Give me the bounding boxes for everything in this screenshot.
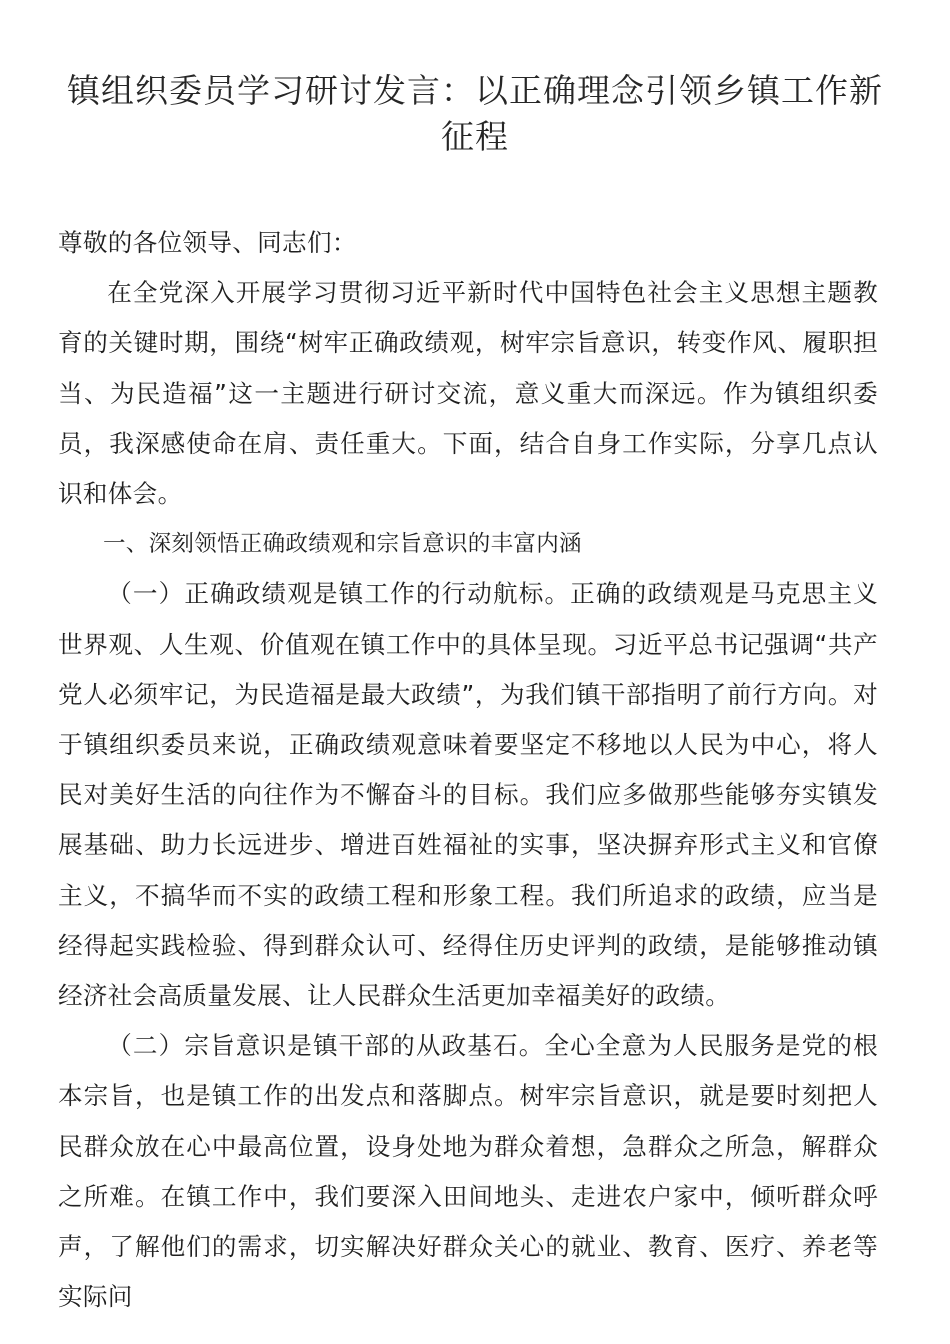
salutation: 尊敬的各位领导、同志们： <box>58 228 357 257</box>
paragraph-2: （二）宗旨意识是镇干部的从政基石。全心全意为人民服务是党的根本宗旨，也是镇工作的出发点和落脚点。树牢宗旨意识，就是要时刻把人民群众放在心中最高位置，设身处地为群众着想，急群众之所急，解群众之所难。在镇工作中，我们要深入田间地头、走进农户家中，倾听群众呼声，了解他们的需求，切实解决好群众关心的就业、教育、医疗、养老等实际问 <box>58 1031 878 1312</box>
intro-paragraph: 在全党深入开展学习贯彻习近平新时代中国特色社会主义思想主题教育的关键时期，围绕“树牢正确政绩观，树牢宗旨意识，转变作风、履职担当、为民造福”这一主题进行研讨交流，意义重大而深远。作为镇组织委员，我深感使命在肩、责任重大。下面，结合自身工作实际，分享几点认识和体会。 <box>58 278 878 509</box>
document-title: 镇组织委员学习研讨发言：以正确理念引领乡镇工作新征程 <box>67 71 883 156</box>
document-body <box>58 218 878 1322</box>
section-heading: 一、深刻领悟正确政绩观和宗旨意识的丰富内涵 <box>103 531 582 558</box>
paragraph-1: （一）正确政绩观是镇工作的行动航标。正确的政绩观是马克思主义世界观、人生观、价值观在镇工作中的具体呈现。习近平总书记强调“共产党人必须牢记，为民造福是最大政绩”，为我们镇干部指明了前行方向。对于镇组织委员来说，正确政绩观意味着要坚定不移地以人民为中心，将人民对美好生活的向往作为不懈奋斗的目标。我们应多做那些能够夯实镇发展基础、助力长远进步、增进百姓福祉的实事，坚决摒弃形式主义和官僚主义，不搞华而不实的政绩工程和形象工程。我们所追求的政绩，应当是经得起实践检验、得到群众认可、经得住历史评判的政绩，是能够推动镇经济社会高质量发展、让人民群众生活更加幸福美好的政绩。 <box>58 579 878 1011</box>
